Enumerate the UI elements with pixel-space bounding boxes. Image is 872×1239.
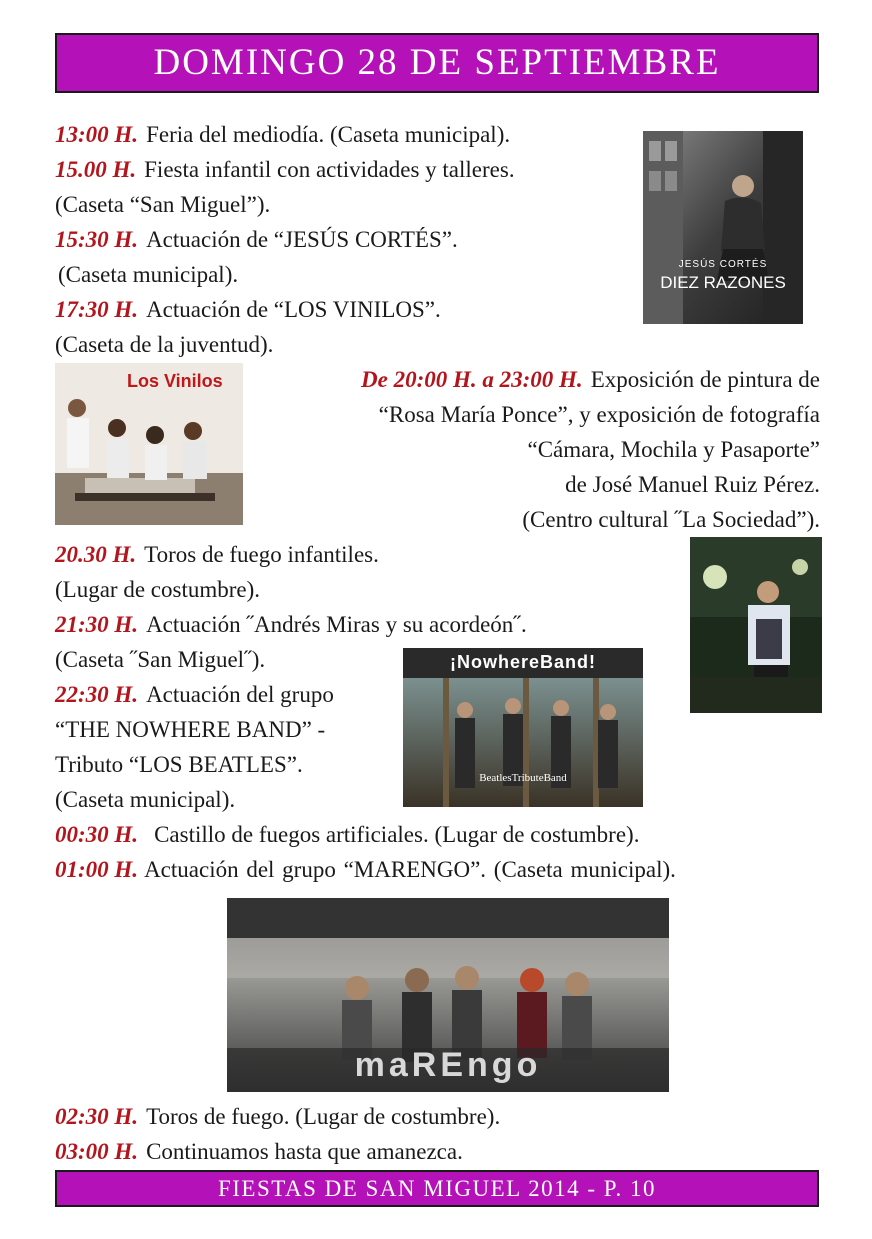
event-time: 00:30 H. [55,822,139,847]
event-text: Actuación del grupo “MARENGO”. (Caseta municipal). [144,857,676,882]
nowhere-band-subtitle: BeatlesTributeBand [479,772,567,784]
event-0230 [55,1100,500,1134]
album-artist: JESÚS CORTÉS [678,259,768,270]
event-time: De 20:00 H. a 23:00 H. [361,367,583,392]
event-time: 01:00 H. [55,857,139,882]
event-description: Tributo “LOS BEATLES”. [55,752,303,777]
event-time: 03:00 H. [55,1139,139,1164]
album-title: DIEZ RAZONES [660,273,786,292]
event-text: Castillo de fuegos artificiales. (Lugar de costumbre). [154,822,640,847]
nowhere-band-logo: ¡NowhereBand! [449,652,596,672]
event-1530 [55,223,458,257]
event-0030 [55,818,639,852]
event-location: (Caseta ˝San Miguel˝). [55,647,266,672]
event-exhibition [361,363,820,397]
event-location: (Caseta municipal). [55,787,236,812]
event-text: Continuamos hasta que amanezca. [146,1139,463,1164]
event-description: “THE NOWHERE BAND” - [55,717,326,742]
event-time: 02:30 H. [55,1104,139,1129]
event-time: 21:30 H. [55,612,139,637]
event-2030 [55,538,379,572]
event-text: Fiesta infantil con actividades y talleres. [144,157,515,182]
nowhere-band-photo [403,648,643,807]
event-0300 [55,1135,463,1169]
event-time: 15.00 H. [55,157,137,182]
event-time: 22:30 H. [55,682,139,707]
andres-miras-photo [690,537,822,713]
event-text: Actuación ˝Andrés Miras y su acordeón˝. [146,612,527,637]
event-location: (Centro cultural ˝La Sociedad”). [522,507,820,532]
event-location: (Caseta “San Miguel”). [55,192,271,217]
event-0100 [55,853,676,887]
event-1500 [55,153,515,187]
event-time: 17:30 H. [55,297,139,322]
marengo-photo [227,898,669,1092]
event-description: “Rosa María Ponce”, y exposición de fotografía [378,402,820,427]
event-description: de José Manuel Ruiz Pérez. [565,472,820,497]
event-time: 13:00 H. [55,122,139,147]
event-location: (Lugar de costumbre). [55,577,261,602]
los-vinilos-photo [55,363,243,525]
event-1300 [55,118,510,152]
event-text: Toros de fuego. (Lugar de costumbre). [146,1104,501,1129]
page-title: DOMINGO 28 DE SEPTIEMBRE [55,33,819,93]
event-time: 20.30 H. [55,542,137,567]
event-description: “Cámara, Mochila y Pasaporte” [527,437,820,462]
event-1730 [55,293,441,327]
event-2230 [55,678,334,712]
event-text: Feria del mediodía. (Caseta municipal). [146,122,511,147]
event-location: (Caseta de la juventud). [55,332,274,357]
event-text: Actuación de “JESÚS CORTÉS”. [146,227,458,252]
event-location: (Caseta municipal). [58,262,239,287]
los-vinilos-logo: Los Vinilos [127,371,223,391]
event-text: Exposición de pintura de [590,367,820,392]
event-text: Actuación de “LOS VINILOS”. [146,297,441,322]
event-2130 [55,608,527,642]
page-footer: FIESTAS DE SAN MIGUEL 2014 - P. 10 [55,1170,819,1207]
event-time: 15:30 H. [55,227,139,252]
jesus-cortes-album-photo [643,131,803,324]
marengo-logo: maREngo [354,1046,542,1084]
event-text: Toros de fuego infantiles. [144,542,379,567]
event-text: Actuación del grupo [146,682,334,707]
